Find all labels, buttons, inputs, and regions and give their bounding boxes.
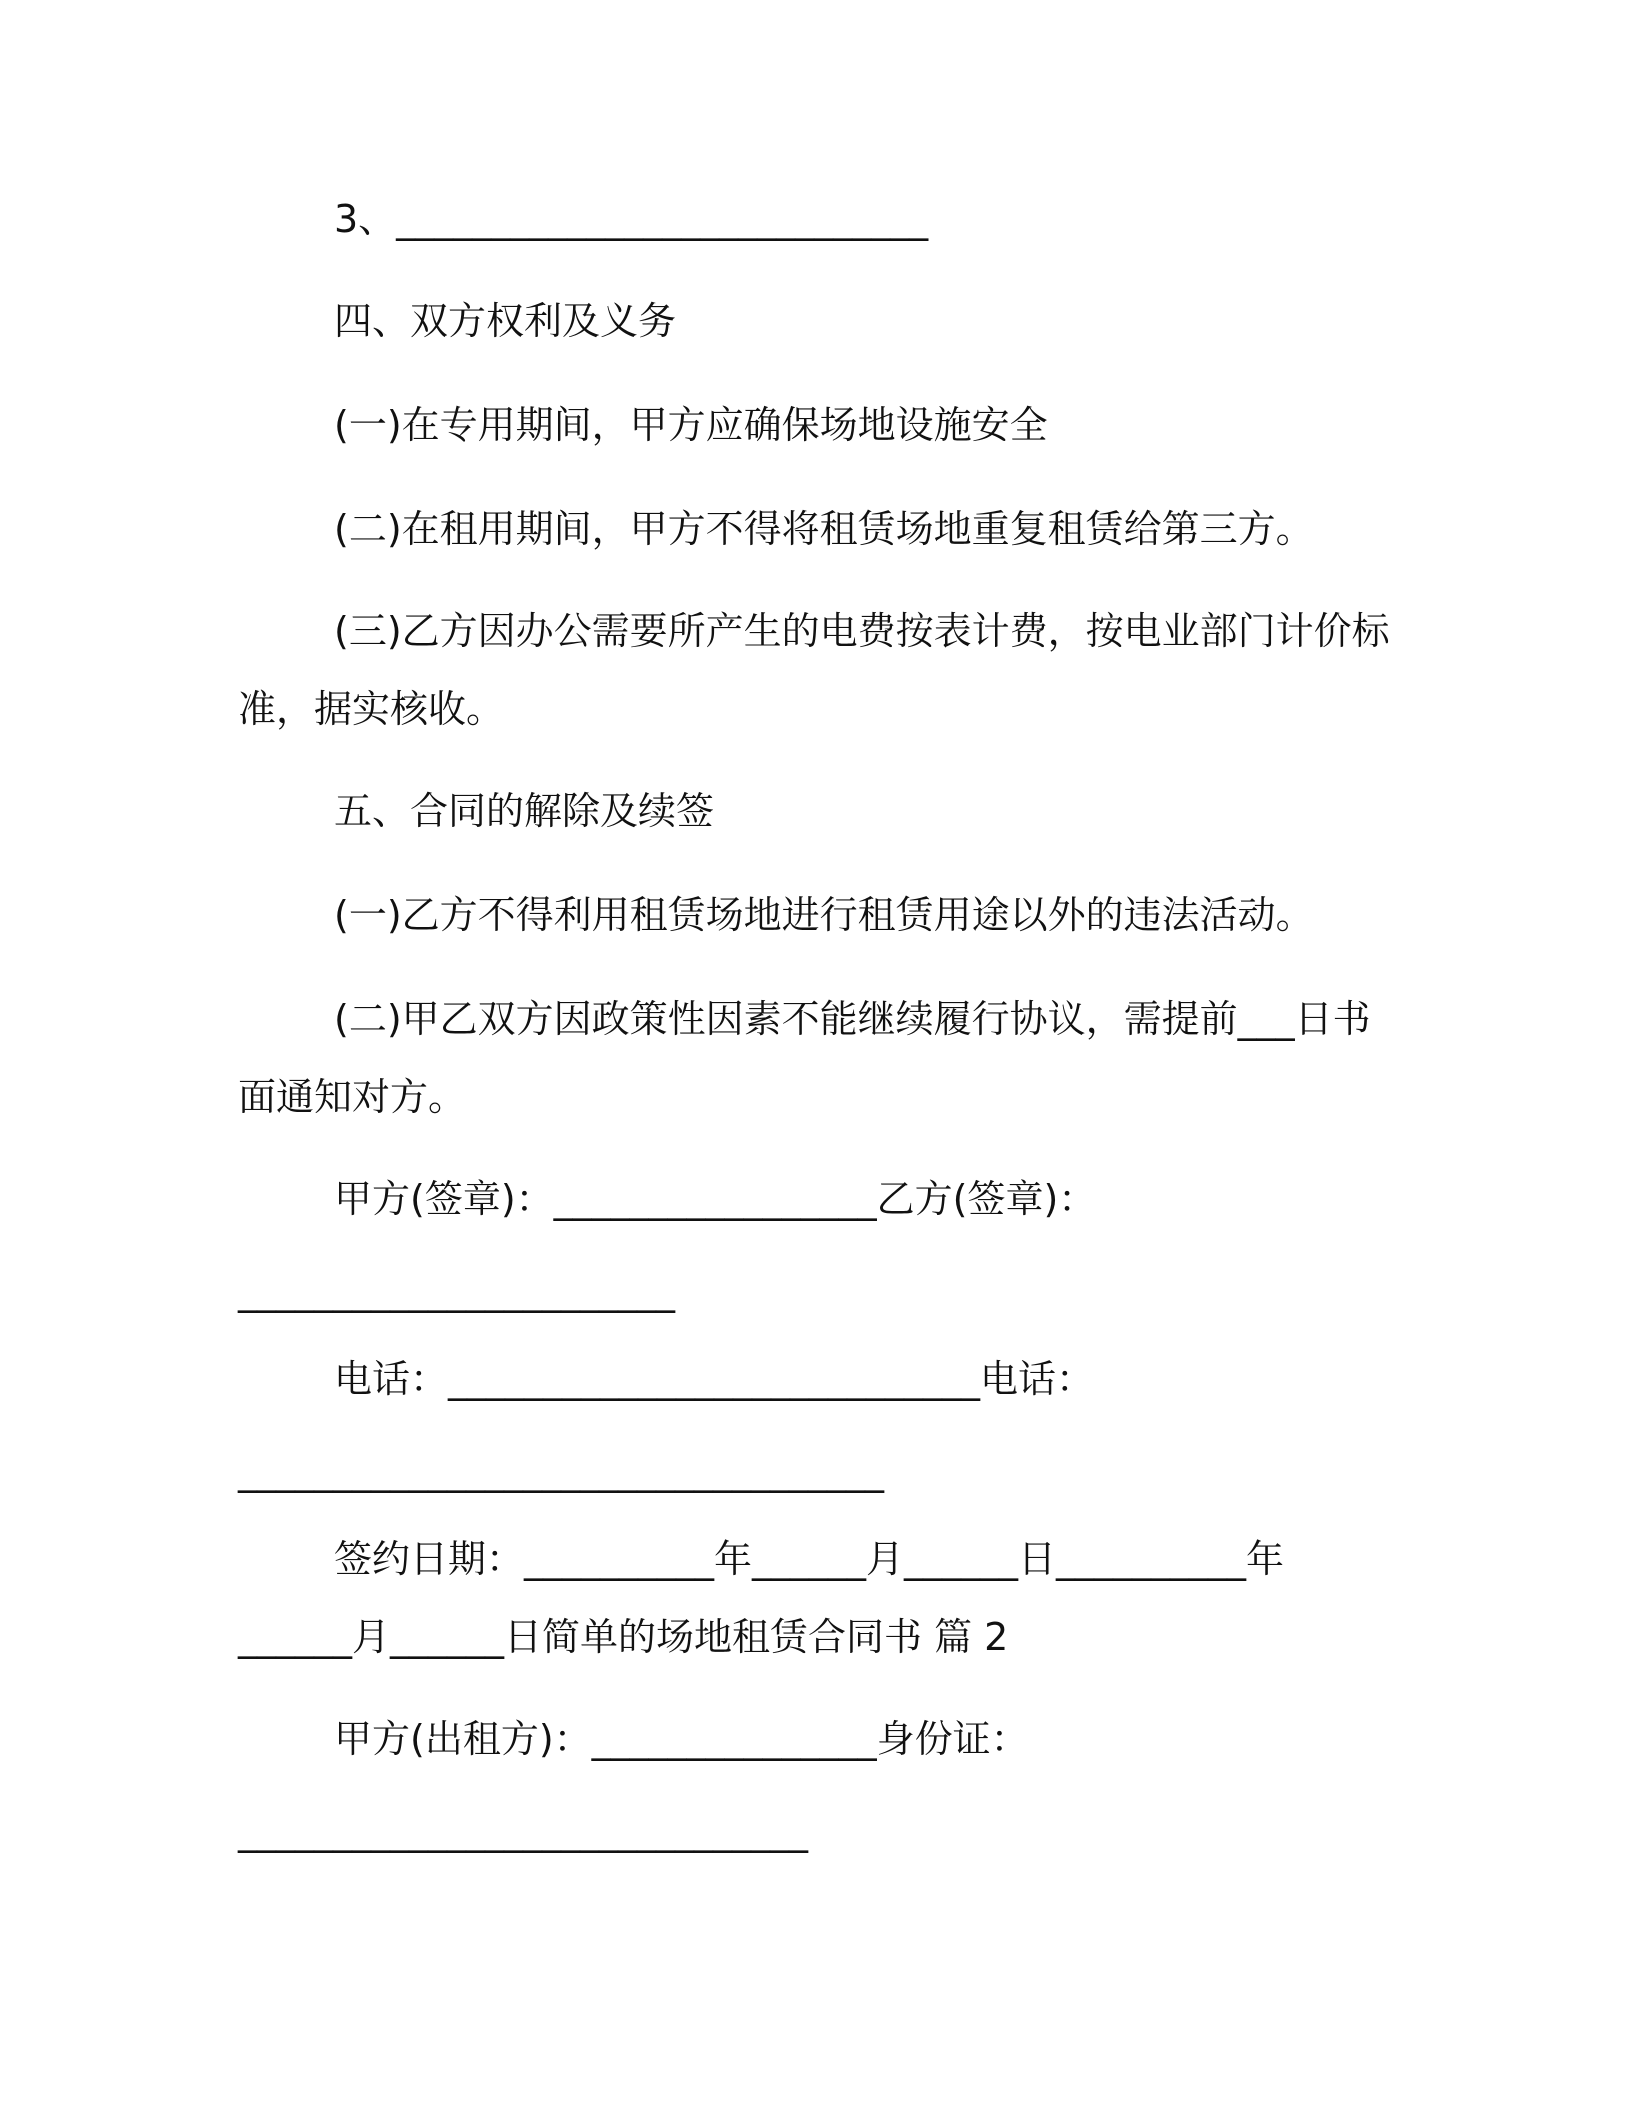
lessor-line: 甲方(出租方)：_______________身份证： <box>334 1717 1029 1761</box>
section-5-item-1: (一)乙方不得利用租赁场地进行租赁用途以外的违法活动。 <box>334 893 1314 937</box>
phone-line-continued: __________________________________ <box>238 1449 884 1493</box>
section-5-item-2-continued: 面通知对方。 <box>238 1075 467 1119</box>
phone-line: 电话：____________________________电话： <box>334 1357 1095 1401</box>
signing-date-line-continued: ______月______日简单的场地租赁合同书 篇 2 <box>238 1615 1009 1659</box>
section-4-item-3: (三)乙方因办公需要所产生的电费按表计费，按电业部门计价标 <box>334 609 1390 653</box>
signature-line-continued: _______________________ <box>238 1269 675 1313</box>
signing-date-line: 签约日期：__________年______月______日__________年 <box>334 1537 1285 1581</box>
lessor-line-continued: ______________________________ <box>238 1809 808 1853</box>
section-5-item-2: (二)甲乙双方因政策性因素不能继续履行协议，需提前___日书 <box>334 997 1371 1041</box>
signature-line: 甲方(签章)：_________________乙方(签章)： <box>334 1177 1097 1221</box>
clause-3-blank: 3、____________________________ <box>334 197 929 241</box>
section-4-heading: 四、双方权利及义务 <box>334 299 677 343</box>
section-4-item-3-continued: 准，据实核收。 <box>238 687 505 731</box>
section-5-heading: 五、合同的解除及续签 <box>334 789 715 833</box>
section-4-item-2: (二)在租用期间，甲方不得将租赁场地重复租赁给第三方。 <box>334 507 1314 551</box>
section-4-item-1: (一)在专用期间，甲方应确保场地设施安全 <box>334 403 1048 447</box>
